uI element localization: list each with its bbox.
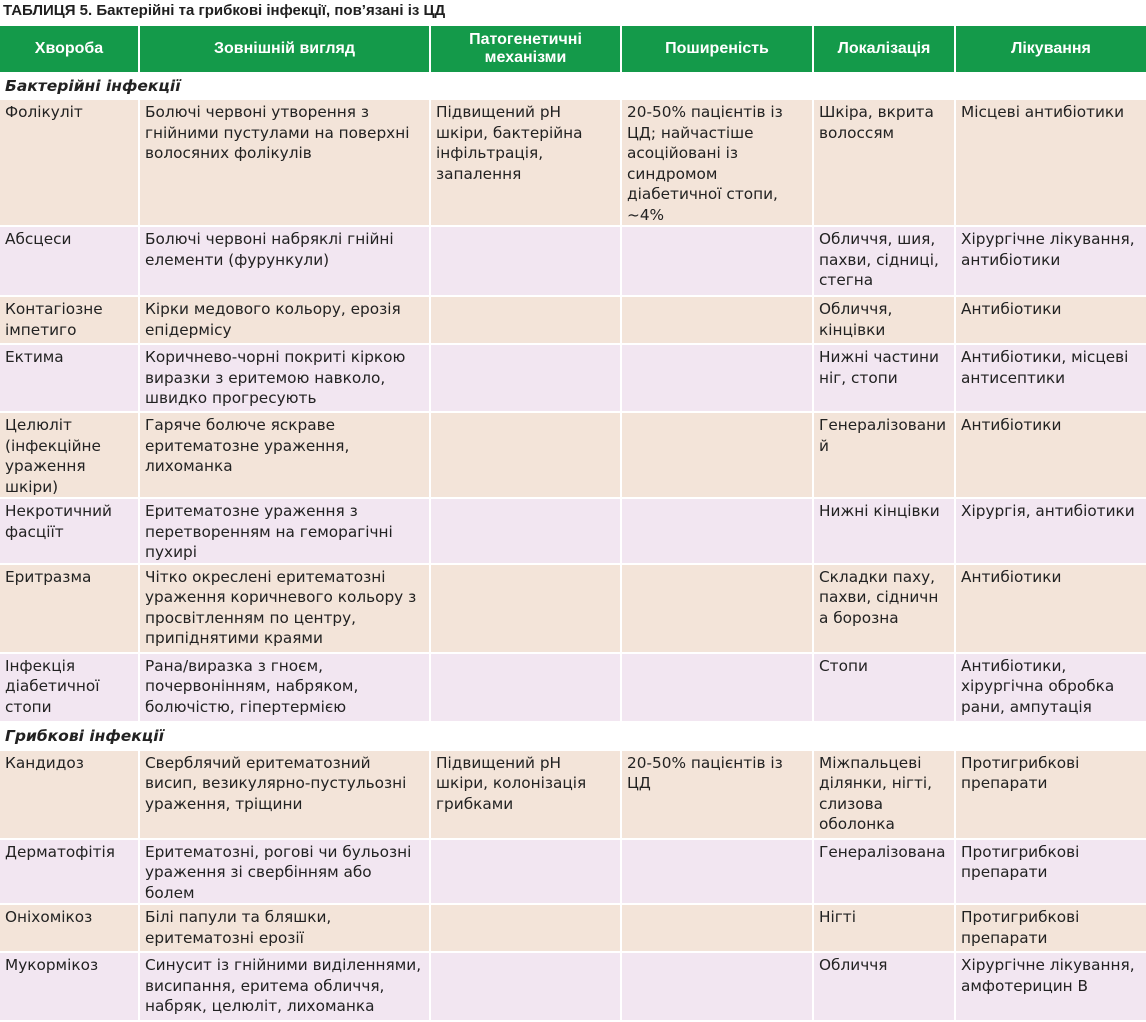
cell-localization: Складки паху, пахви, сідничн а борозна [813,564,955,653]
cell-disease: Абсцеси [0,226,139,296]
table-row [0,296,1146,344]
cell-disease: Інфекція діабетичної стопи [0,653,139,722]
cell-treatment: Антибіотики [955,296,1146,344]
header-treatment: Лікування [955,26,1146,72]
cell-treatment: Хірургія, антибіотики [955,498,1146,564]
cell-mechanisms [430,839,621,905]
section-row-bacterial [0,72,1146,100]
cell-localization: Стопи [813,653,955,722]
cell-prevalence [621,344,813,412]
cell-treatment: Антибіотики [955,412,1146,498]
cell-localization: Генералізована [813,839,955,905]
table-row [0,498,1146,564]
cell-prevalence: 20-50% пацієнтів із ЦД [621,751,813,839]
cell-treatment: Антибіотики, місцеві антисептики [955,344,1146,412]
cell-appearance: Еритематозні, рогові чи бульозні ураження зі свербінням або болем [139,839,430,905]
cell-treatment: Хірургічне лікування, амфотерицин В [955,952,1146,1021]
cell-mechanisms [430,344,621,412]
cell-mechanisms [430,653,621,722]
cell-localization: Обличчя, кінцівки [813,296,955,344]
table-row [0,100,1146,226]
cell-prevalence [621,564,813,653]
cell-appearance: Еритематозне ураження з перетворенням на геморагічні пухирі [139,498,430,564]
cell-appearance: Чітко окреслені еритематозні ураження коричневого кольору з просвітленням по центру, припіднятими краями [139,564,430,653]
cell-treatment: Місцеві антибіотики [955,100,1146,226]
cell-treatment: Антибіотики, хірургічна обробка рани, ампутація [955,653,1146,722]
cell-disease: Оніхомікоз [0,904,139,952]
cell-appearance: Болючі червоні набряклі гнійні елементи (фурункули) [139,226,430,296]
cell-disease: Ектима [0,344,139,412]
header-disease: Хвороба [0,26,139,72]
cell-localization: Нижні частини ніг, стопи [813,344,955,412]
cell-prevalence [621,226,813,296]
cell-treatment: Антибіотики [955,564,1146,653]
table-header-row [0,26,1146,72]
cell-treatment: Протигрибкові препарати [955,904,1146,952]
cell-appearance: Синусит із гнійними виділеннями, висипання, еритема обличчя, набряк, целюліт, лихоманка [139,952,430,1021]
table-row [0,839,1146,905]
table-row [0,226,1146,296]
cell-localization: Нижні кінцівки [813,498,955,564]
table-row [0,904,1146,952]
cell-appearance: Гаряче болюче яскраве еритематозне ураження, лихоманка [139,412,430,498]
cell-prevalence [621,412,813,498]
cell-treatment: Протигрибкові препарати [955,839,1146,905]
header-prevalence: Поширеність [621,26,813,72]
cell-disease: Контагіозне імпетиго [0,296,139,344]
cell-appearance: Білі папули та бляшки, еритематозні ерозії [139,904,430,952]
cell-mechanisms: Підвищений рН шкіри, бактерійна інфільтрація, запалення [430,100,621,226]
cell-prevalence [621,498,813,564]
table-row [0,653,1146,722]
cell-appearance: Кірки медового кольору, ерозія епідермісу [139,296,430,344]
cell-appearance: Коричнево-чорні покриті кіркою виразки з еритемою навколо, швидко прогресують [139,344,430,412]
table-row [0,952,1146,1021]
table-row [0,344,1146,412]
section-row-fungal [0,722,1146,751]
cell-appearance: Болючі червоні утворення з гнійними пустулами на поверхні волосяних фолікулів [139,100,430,226]
section-title: Бактерійні інфекції [0,72,1146,100]
cell-prevalence [621,952,813,1021]
cell-disease: Кандидоз [0,751,139,839]
cell-mechanisms [430,498,621,564]
cell-disease: Фолікуліт [0,100,139,226]
cell-disease: Некротичний фасціїт [0,498,139,564]
cell-prevalence [621,653,813,722]
table-row [0,412,1146,498]
table-row [0,564,1146,653]
cell-disease: Еритразма [0,564,139,653]
cell-localization: Генералізований [813,412,955,498]
infections-table [0,26,1146,1022]
cell-mechanisms [430,296,621,344]
cell-mechanisms: Підвищений рН шкіри, колонізація грибками [430,751,621,839]
cell-localization: Обличчя [813,952,955,1021]
header-localization: Локалізація [813,26,955,72]
cell-mechanisms [430,904,621,952]
cell-mechanisms [430,952,621,1021]
cell-disease: Целюліт (інфекційне ураження шкіри) [0,412,139,498]
cell-treatment: Протигрибкові препарати [955,751,1146,839]
cell-prevalence [621,296,813,344]
section-title: Грибкові інфекції [0,722,1146,751]
cell-localization: Обличчя, шия, пахви, сідниці, стегна [813,226,955,296]
cell-localization: Шкіра, вкрита волоссям [813,100,955,226]
cell-mechanisms [430,226,621,296]
header-mechanisms: Патогенетичні механізми [430,26,621,72]
cell-appearance: Рана/виразка з гноєм, почервонінням, набряком, болючістю, гіпертермією [139,653,430,722]
cell-localization: Нігті [813,904,955,952]
cell-treatment: Хірургічне лікування, антибіотики [955,226,1146,296]
cell-prevalence [621,839,813,905]
cell-mechanisms [430,412,621,498]
table-title: ТАБЛИЦЯ 5. Бактерійні та грибкові інфекції, пов’язані із ЦД [3,2,446,19]
cell-localization: Міжпальцеві ділянки, нігті, слизова оболонка [813,751,955,839]
cell-mechanisms [430,564,621,653]
table-row [0,751,1146,839]
cell-disease: Мукормікоз [0,952,139,1021]
cell-prevalence [621,904,813,952]
cell-prevalence: 20-50% пацієнтів із ЦД; найчастіше асоційовані із синдромом діабетичної стопи, ~4% [621,100,813,226]
cell-disease: Дерматофітія [0,839,139,905]
cell-appearance: Сверблячий еритематозний висип, везикулярно-пустульозні ураження, тріщини [139,751,430,839]
header-appearance: Зовнішній вигляд [139,26,430,72]
